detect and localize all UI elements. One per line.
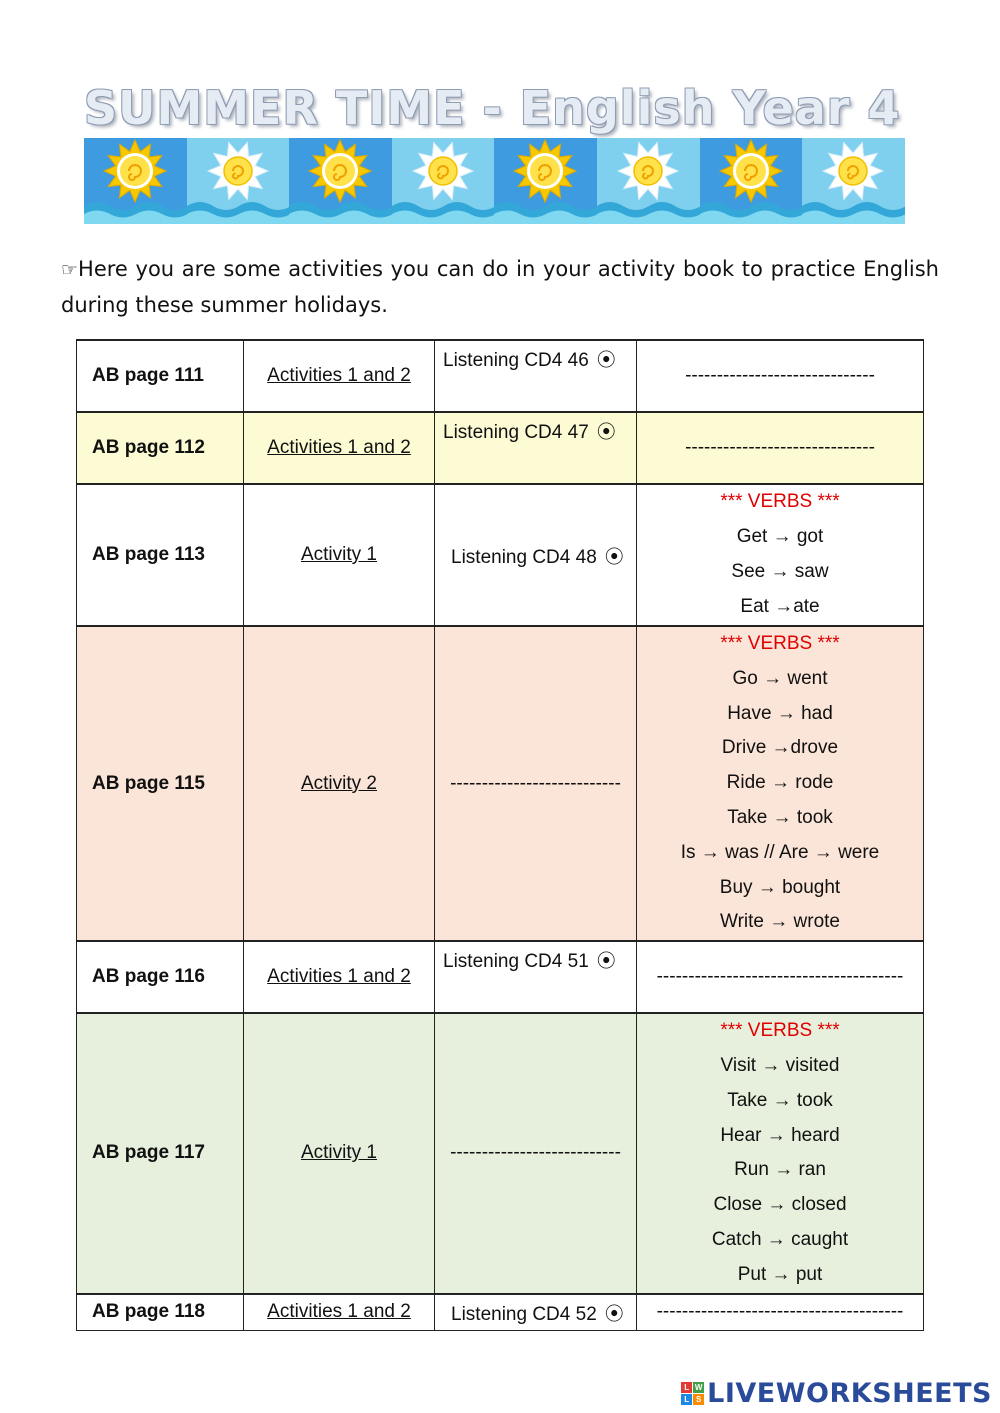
listening-label: Listening CD4 48 bbox=[451, 546, 597, 568]
verb-item: Write → wrote bbox=[719, 911, 840, 933]
listening-cell bbox=[435, 484, 637, 626]
notes-cell: --------------------------------------- bbox=[637, 1294, 924, 1331]
page-cell: AB page 116 bbox=[77, 941, 244, 1013]
audio-play-icon[interactable]: ⦿ bbox=[596, 951, 616, 973]
page-cell: AB page 111 bbox=[77, 340, 244, 412]
page-cell: AB page 117 bbox=[77, 1013, 244, 1293]
activity-link[interactable]: Activity 1 bbox=[300, 1142, 378, 1164]
activity-link[interactable]: Activity 2 bbox=[300, 772, 378, 794]
verb-item: Take → took bbox=[727, 1089, 833, 1111]
verb-item: Drive →drove bbox=[721, 737, 839, 759]
activity-link[interactable]: Activities 1 and 2 bbox=[267, 365, 411, 386]
table-row bbox=[77, 340, 924, 412]
sun-icon bbox=[289, 138, 392, 224]
listening-label: Listening CD4 46 bbox=[443, 350, 589, 371]
verb-item: Ride → rode bbox=[726, 772, 834, 794]
verb-item: Eat →ate bbox=[740, 595, 820, 617]
verb-item: Get → got bbox=[736, 526, 824, 548]
notes-cell: ------------------------------ bbox=[637, 340, 924, 412]
activity-cell bbox=[244, 1294, 435, 1331]
table-row bbox=[77, 626, 924, 941]
verb-item: Is → was // Are → were bbox=[680, 841, 880, 863]
verb-item: Take → took bbox=[727, 806, 833, 828]
listening-cell bbox=[435, 1294, 637, 1331]
audio-play-icon[interactable]: ⦿ bbox=[596, 350, 616, 371]
page-cell: AB page 118 bbox=[77, 1294, 244, 1331]
listening-cell bbox=[435, 340, 637, 412]
verbs-cell bbox=[637, 1013, 924, 1293]
verb-item: Catch → caught bbox=[711, 1228, 849, 1250]
flower-icon bbox=[597, 138, 700, 224]
listening-label: Listening CD4 51 bbox=[443, 951, 589, 973]
activity-cell bbox=[244, 340, 435, 412]
table-row bbox=[77, 412, 924, 484]
page-cell: AB page 115 bbox=[77, 626, 244, 941]
table-row bbox=[77, 484, 924, 626]
activity-link[interactable]: Activity 1 bbox=[300, 544, 378, 565]
brand-mark-icon: L W L S bbox=[681, 1382, 704, 1405]
intro-paragraph bbox=[61, 252, 939, 323]
verb-item: Visit → visited bbox=[720, 1054, 840, 1076]
flower-icon bbox=[392, 138, 495, 224]
page-cell: AB page 113 bbox=[77, 484, 244, 626]
table-row bbox=[77, 941, 924, 1013]
listening-cell bbox=[435, 941, 637, 1013]
intro-text: Here you are some activities you can do in your activity book to practice English during these summer holidays. bbox=[61, 257, 939, 317]
audio-play-icon[interactable]: ⦿ bbox=[604, 546, 624, 568]
activity-link[interactable]: Activities 1 and 2 bbox=[267, 966, 411, 988]
activity-cell bbox=[244, 412, 435, 484]
verbs-cell bbox=[637, 484, 924, 626]
flower-icon bbox=[802, 138, 905, 224]
page-cell: AB page 112 bbox=[77, 412, 244, 484]
audio-play-icon[interactable]: ⦿ bbox=[604, 1303, 624, 1325]
table-row bbox=[77, 1013, 924, 1293]
verbs-heading: *** VERBS *** bbox=[720, 491, 840, 513]
activity-cell bbox=[244, 484, 435, 626]
flower-icon bbox=[187, 138, 290, 224]
verb-item: Run → ran bbox=[734, 1159, 826, 1181]
verb-item: Close → closed bbox=[713, 1194, 847, 1216]
audio-play-icon[interactable]: ⦿ bbox=[596, 422, 616, 443]
listening-label: Listening CD4 52 bbox=[451, 1303, 597, 1325]
sun-icon bbox=[84, 138, 187, 224]
sun-icon bbox=[700, 138, 803, 224]
listening-label: Listening CD4 47 bbox=[443, 422, 589, 443]
verb-item: Go → went bbox=[732, 667, 828, 689]
activity-cell bbox=[244, 626, 435, 941]
verbs-cell bbox=[637, 626, 924, 941]
verbs-heading: *** VERBS *** bbox=[720, 633, 840, 654]
table-row bbox=[77, 1294, 924, 1331]
activity-link[interactable]: Activities 1 and 2 bbox=[267, 437, 411, 458]
verb-item: See → saw bbox=[731, 561, 829, 582]
verb-item: Buy → bought bbox=[719, 876, 841, 898]
sun-banner bbox=[84, 138, 905, 224]
listening-cell: --------------------------- bbox=[435, 626, 637, 941]
sun-icon bbox=[494, 138, 597, 224]
worksheet-title: SUMMER TIME - English Year 4 bbox=[84, 81, 901, 135]
liveworksheets-logo bbox=[681, 1376, 992, 1410]
verbs-heading: *** VERBS *** bbox=[720, 1020, 840, 1042]
notes-cell: ------------------------------ bbox=[637, 412, 924, 484]
listening-cell: --------------------------- bbox=[435, 1013, 637, 1293]
listening-cell bbox=[435, 412, 637, 484]
activity-cell bbox=[244, 1013, 435, 1293]
verb-item: Put → put bbox=[737, 1263, 823, 1285]
verb-item: Have → had bbox=[727, 702, 833, 724]
pointing-hand-icon: ☞ bbox=[61, 259, 79, 281]
activity-cell bbox=[244, 941, 435, 1013]
verb-item: Hear → heard bbox=[720, 1124, 840, 1146]
notes-cell: --------------------------------------- bbox=[637, 941, 924, 1013]
brand-name: LIVEWORKSHEETS bbox=[707, 1377, 992, 1409]
activities-table bbox=[76, 339, 924, 1331]
activity-link[interactable]: Activities 1 and 2 bbox=[267, 1301, 411, 1323]
